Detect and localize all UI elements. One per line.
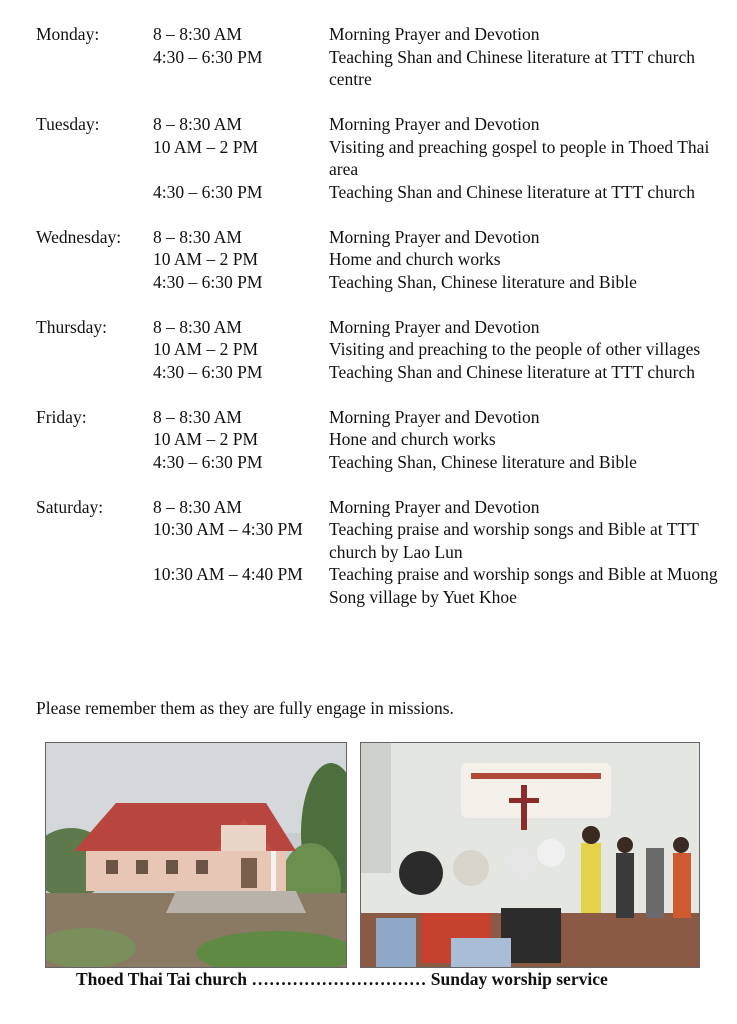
time-slot: 8 – 8:30 AM — [153, 24, 242, 44]
activity-description: Teaching praise and worship songs and Bible at TTT church by Lao Lun — [329, 519, 699, 562]
prayer-note: Please remember them as they are fully engage in missions. — [36, 698, 454, 718]
schedule-entry — [36, 136, 726, 181]
schedule-entry — [36, 226, 726, 249]
activity-description: Teaching Shan, Chinese literature and Bible — [329, 451, 637, 472]
activity-description: Teaching praise and worship songs and Bible at Muong Song village by Yuet Khoe — [329, 564, 718, 607]
activity-description: Morning Prayer and Devotion — [329, 316, 540, 337]
time-slot: 4:30 – 6:30 PM — [153, 46, 263, 67]
time-slot: 4:30 – 6:30 PM — [153, 181, 263, 202]
schedule-entry — [36, 563, 726, 608]
schedule-entry — [36, 338, 726, 361]
day-label — [36, 361, 153, 384]
schedule-entry — [36, 271, 726, 294]
activity-description: Morning Prayer and Devotion — [329, 114, 540, 134]
schedule-entry — [36, 428, 726, 451]
activity-description: Visiting and preaching gospel to people in Thoed Thai area — [329, 136, 710, 179]
day-label — [36, 248, 153, 271]
time-slot: 10 AM – 2 PM — [153, 249, 259, 269]
activity-description: Teaching Shan, Chinese literature and Bible — [329, 271, 637, 292]
activity-description: Morning Prayer and Devotion — [329, 406, 540, 427]
schedule-day-block — [36, 23, 726, 91]
day-label: Wednesday: — [36, 226, 122, 247]
time-slot: 10 AM – 2 PM — [153, 136, 259, 157]
schedule-entry — [36, 406, 726, 429]
time-slot: 4:30 – 6:30 PM — [153, 451, 263, 472]
schedule-entry — [36, 46, 726, 91]
day-label — [36, 563, 153, 608]
time-slot: 8 – 8:30 AM — [153, 114, 242, 134]
schedule-day-block — [36, 406, 726, 474]
activity-description: Teaching Shan and Chinese literature at TTT church centre — [329, 46, 695, 89]
activity-description: Morning Prayer and Devotion — [329, 496, 540, 517]
schedule-entry — [36, 181, 726, 204]
time-slot: 8 – 8:30 AM — [153, 316, 242, 337]
time-slot: 10 AM – 2 PM — [153, 339, 259, 359]
day-label: Tuesday: — [36, 114, 100, 134]
activity-description: Hone and church works — [329, 429, 496, 449]
time-slot: 8 – 8:30 AM — [153, 496, 242, 517]
schedule-day-block — [36, 316, 726, 384]
time-slot: 4:30 – 6:30 PM — [153, 271, 263, 292]
day-label — [36, 518, 153, 563]
schedule-entry — [36, 113, 726, 136]
time-slot: 10:30 AM – 4:30 PM — [153, 519, 303, 539]
time-slot: 10:30 AM – 4:40 PM — [153, 564, 303, 584]
day-label — [36, 338, 153, 361]
schedule-day-block — [36, 113, 726, 203]
activity-description: Morning Prayer and Devotion — [329, 24, 540, 44]
day-label — [36, 451, 153, 474]
time-slot: 10 AM – 2 PM — [153, 429, 259, 449]
day-label — [36, 428, 153, 451]
schedule-entry — [36, 496, 726, 519]
day-label — [36, 46, 153, 91]
day-label — [36, 181, 153, 204]
day-label: Monday: — [36, 24, 100, 44]
schedule-day-block — [36, 226, 726, 294]
schedule-day-block — [36, 496, 726, 609]
schedule-entry — [36, 23, 726, 46]
time-slot: 8 – 8:30 AM — [153, 226, 242, 247]
day-label: Friday: — [36, 406, 87, 427]
activity-description: Teaching Shan and Chinese literature at TTT church — [329, 361, 695, 382]
activity-description: Morning Prayer and Devotion — [329, 226, 540, 247]
church-building-photo — [45, 742, 347, 968]
day-label: Thursday: — [36, 316, 107, 337]
photo-caption: Thoed Thai Tai church ………………………… Sunday worship service — [76, 969, 608, 989]
day-label — [36, 271, 153, 294]
time-slot: 8 – 8:30 AM — [153, 406, 242, 427]
day-label: Saturday: — [36, 496, 104, 517]
weekly-schedule — [36, 23, 726, 631]
schedule-entry — [36, 361, 726, 384]
activity-description: Teaching Shan and Chinese literature at TTT church — [329, 181, 695, 202]
schedule-entry — [36, 248, 726, 271]
time-slot: 4:30 – 6:30 PM — [153, 361, 263, 382]
schedule-entry — [36, 451, 726, 474]
schedule-entry — [36, 316, 726, 339]
day-label — [36, 136, 153, 181]
activity-description: Visiting and preaching to the people of other villages — [329, 339, 701, 359]
worship-service-photo — [360, 742, 700, 968]
activity-description: Home and church works — [329, 249, 501, 269]
schedule-entry — [36, 518, 726, 563]
